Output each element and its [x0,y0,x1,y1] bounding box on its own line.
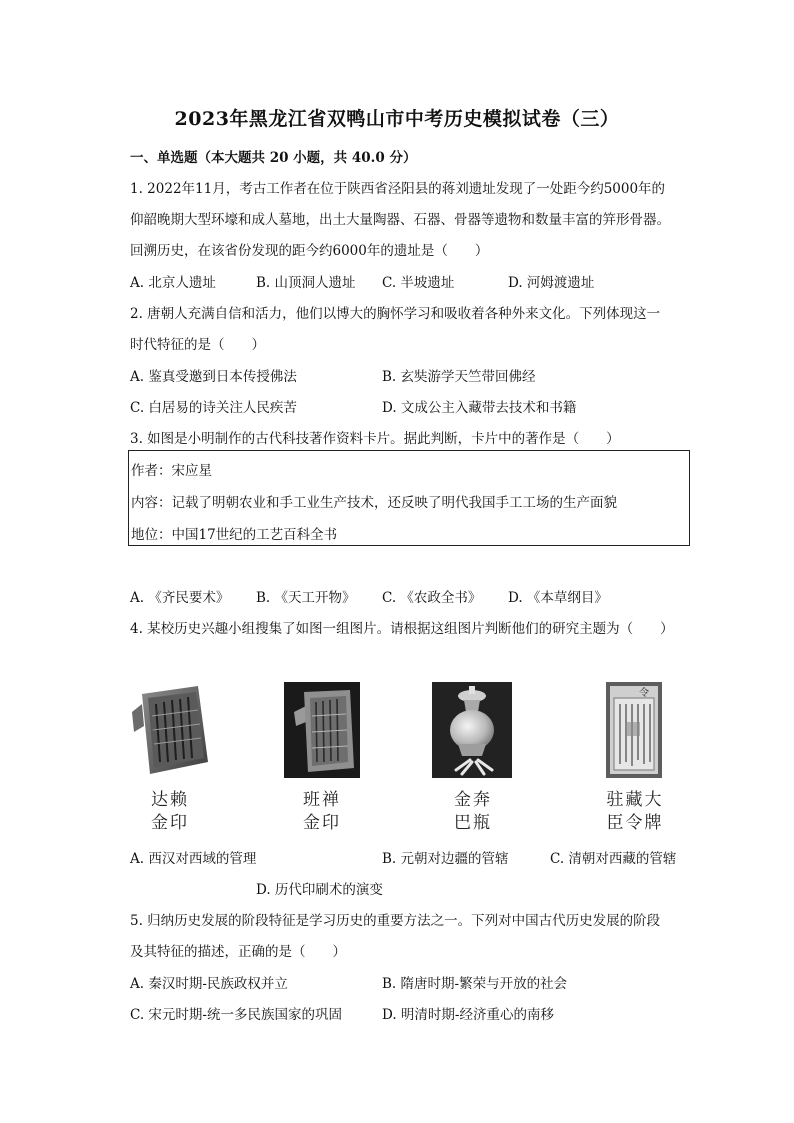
plaque-char: 令 [639,688,649,699]
caption-dalai-seal [130,789,210,835]
q5-option-d[interactable]: D. 明清时期-经济重心的南移 [382,1007,554,1023]
q1-line-1: 1. 2022年11月，考古工作者在位于陕西省泾阳县的蒋刘遗址发现了一处距今约5000年的 [130,181,666,197]
q1-option-a[interactable]: A. 北京人遗址 [130,275,216,291]
q1-line-3: 回溯历史，在该省份发现的距今约6000年的遗址是（ ） [130,243,489,259]
info-card [128,450,690,546]
q5-line-1: 5. 归纳历史发展的阶段特征是学习历史的重要方法之一。下列对中国古代历史发展的阶段 [130,913,661,929]
caption-dalai-l1: 达赖 [151,790,189,810]
q5-option-b[interactable]: B. 隋唐时期-繁荣与开放的社会 [382,976,568,992]
caption-panchen-l1: 班禅 [303,790,341,810]
q2-option-d[interactable]: D. 文成公主入藏带去技术和书籍 [382,400,577,416]
q2-line-1: 2. 唐朝人充满自信和活力，他们以博大的胸怀学习和吸收着各种外来文化。下列体现这一 [130,306,661,322]
q5-option-c[interactable]: C. 宋元时期-统一多民族国家的巩固 [130,1007,342,1023]
q4-option-a[interactable]: A. 西汉对西域的管理 [130,851,257,867]
q3-line-1: 3. 如图是小明制作的古代科技著作资料卡片。据此判断，卡片中的著作是（ ） [130,431,620,447]
q2-line-2: 时代特征的是（ ） [130,337,265,353]
q2-option-a[interactable]: A. 鉴真受邀到日本传授佛法 [130,369,297,385]
q1-option-d[interactable]: D. 河姆渡遗址 [508,275,595,291]
q4-line-1: 4. 某校历史兴趣小组搜集了如图一组图片。请根据这组图片判断他们的研究主题为（ ） [130,621,674,637]
q3-option-b[interactable]: B. 《天工开物》 [256,590,356,606]
q3-option-a[interactable]: A. 《齐民要术》 [130,590,230,606]
q3-option-d[interactable]: D. 《本草纲目》 [508,590,608,606]
exam-title: 2023年黑龙江省双鸭山市中考历史模拟试卷（三） [174,108,620,130]
q1-option-b[interactable]: B. 山顶洞人遗址 [256,275,356,291]
caption-amban-plaque [595,789,675,835]
golden-urn-image [432,682,512,778]
caption-panchen-seal [282,789,362,835]
caption-panchen-l2: 金印 [303,813,341,833]
q4-option-b[interactable]: B. 元朝对边疆的管辖 [382,851,509,867]
card-content: 内容：记载了明朝农业和手工业生产技术，还反映了明代我国手工工场的生产面貌 [131,495,617,511]
q5-option-a[interactable]: A. 秦汉时期-民族政权并立 [130,976,288,992]
q2-option-c[interactable]: C. 白居易的诗关注人民疾苦 [130,400,297,416]
caption-urn-l2: 巴瓶 [454,813,492,833]
caption-plaque-l2: 臣令牌 [606,813,664,833]
q4-option-d[interactable]: D. 历代印刷术的演变 [256,882,383,898]
q4-option-c[interactable]: C. 清朝对西藏的管辖 [550,851,677,867]
caption-urn-l1: 金奔 [454,790,492,810]
q5-line-2: 及其特征的描述，正确的是（ ） [130,944,346,960]
dalai-seal-image [128,682,210,778]
q1-option-c[interactable]: C. 半坡遗址 [382,275,455,291]
section-heading: 一、单选题（本大题共 20 小题，共 40.0 分） [130,150,417,166]
caption-golden-urn [433,789,513,835]
amban-plaque-image [606,682,662,778]
q3-option-c[interactable]: C. 《农政全书》 [382,590,482,606]
panchen-seal-image [284,682,360,778]
caption-dalai-l2: 金印 [151,813,189,833]
card-author: 作者：宋应星 [131,463,212,479]
caption-plaque-l1: 驻藏大 [606,790,664,810]
q2-option-b[interactable]: B. 玄奘游学天竺带回佛经 [382,369,536,385]
q1-line-2: 仰韶晚期大型环壕和成人墓地，出土大量陶器、石器、骨器等遗物和数量丰富的笄形骨器。 [130,212,670,228]
card-status: 地位：中国17世纪的工艺百科全书 [131,527,338,543]
